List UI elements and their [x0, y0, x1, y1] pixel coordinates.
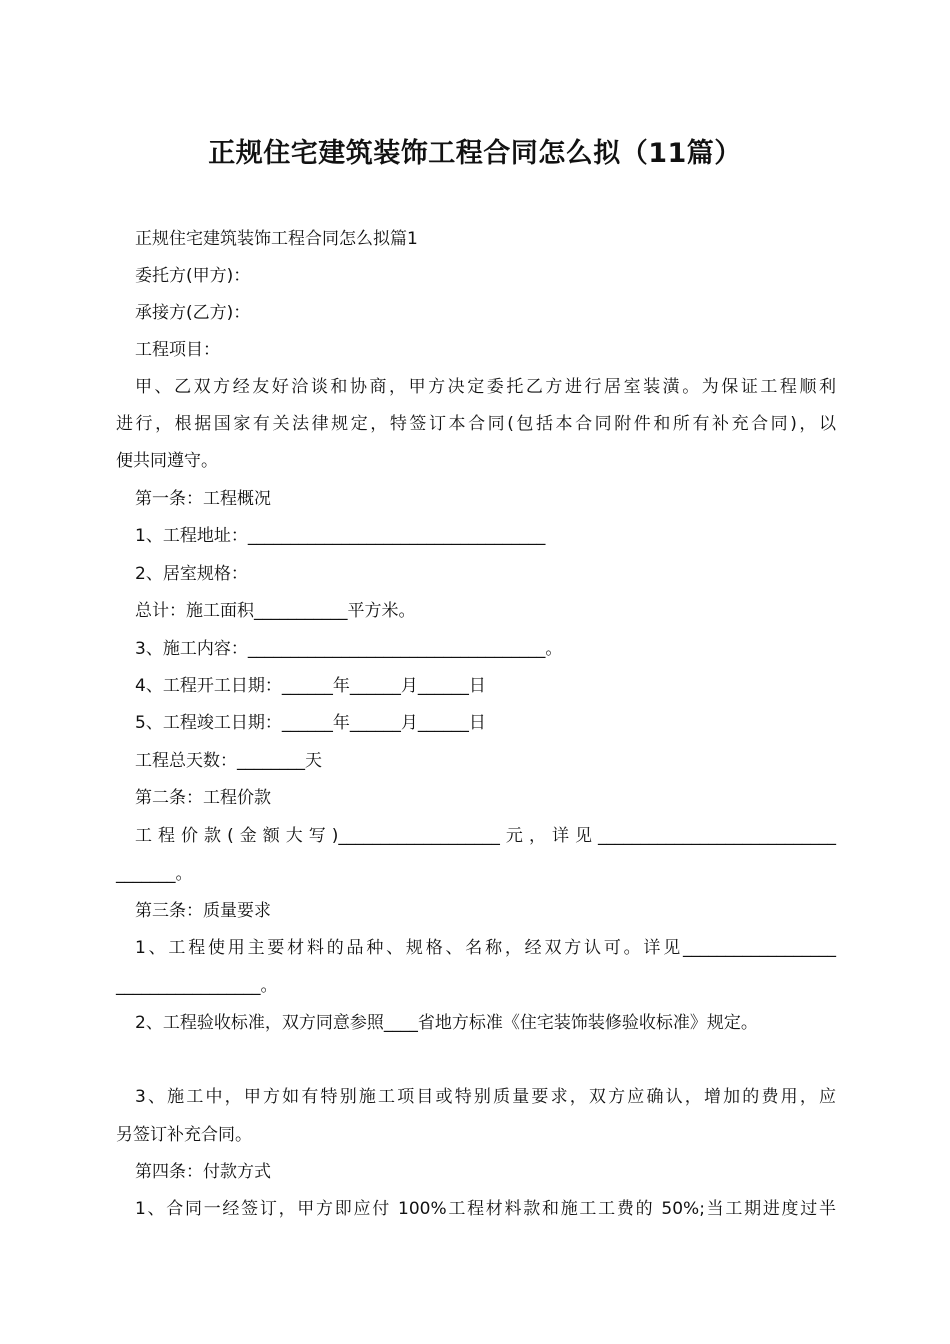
clause-line: 1、合同一经签订，甲方即应付 100%工程材料款和施工工费的 50%;当工期进度过半: [135, 1199, 836, 1219]
clause-line: 另签订补充合同。: [116, 1125, 252, 1145]
clause-line: 总计：施工面积___________平方米。: [135, 601, 416, 621]
clause-line: 3、施工中，甲方如有特别施工项目或特别质量要求，双方应确认，增加的费用，应: [135, 1087, 836, 1107]
document-title: 正规住宅建筑装饰工程合同怎么拟（11篇）: [208, 138, 742, 169]
paragraph-line: 甲、乙双方经友好洽谈和协商，甲方决定委托乙方进行居室装潢。为保证工程顺利: [135, 377, 836, 397]
section-heading: 正规住宅建筑装饰工程合同怎么拟篇1: [135, 229, 418, 249]
clause-line: 5、工程竣工日期：______年______月______日: [135, 713, 486, 733]
article-heading: 第一条：工程概况: [135, 489, 271, 509]
project-label: 工程项目：: [135, 340, 220, 360]
clause-line: 1、工程使用主要材料的品种、规格、名称，经双方认可。详见__________________: [135, 938, 836, 958]
article-heading: 第三条：质量要求: [135, 901, 271, 921]
paragraph-line: 进行，根据国家有关法律规定，特签订本合同(包括本合同附件和所有补充合同)，以: [116, 414, 836, 434]
clause-line: 工程价款(金额大写)___________________元，详见____________________________: [135, 826, 836, 846]
clause-line: _________________。: [116, 976, 278, 996]
paragraph-line: 便共同遵守。: [116, 451, 218, 471]
clause-line: 1、工程地址：___________________________________: [135, 526, 546, 546]
clause-line: _______。: [116, 864, 193, 884]
article-heading: 第四条：付款方式: [135, 1162, 271, 1182]
party-b-label: 承接方(乙方)：: [135, 303, 251, 323]
clause-line: 4、工程开工日期：______年______月______日: [135, 676, 486, 696]
clause-line: 2、工程验收标准，双方同意参照____省地方标准《住宅装饰装修验收标准》规定。: [135, 1013, 758, 1033]
clause-line: 2、居室规格：: [135, 564, 248, 584]
article-heading: 第二条：工程价款: [135, 788, 271, 808]
party-a-label: 委托方(甲方)：: [135, 266, 251, 286]
clause-line: 3、施工内容：___________________________________。: [135, 639, 563, 659]
clause-line: 工程总天数：________天: [135, 751, 322, 771]
